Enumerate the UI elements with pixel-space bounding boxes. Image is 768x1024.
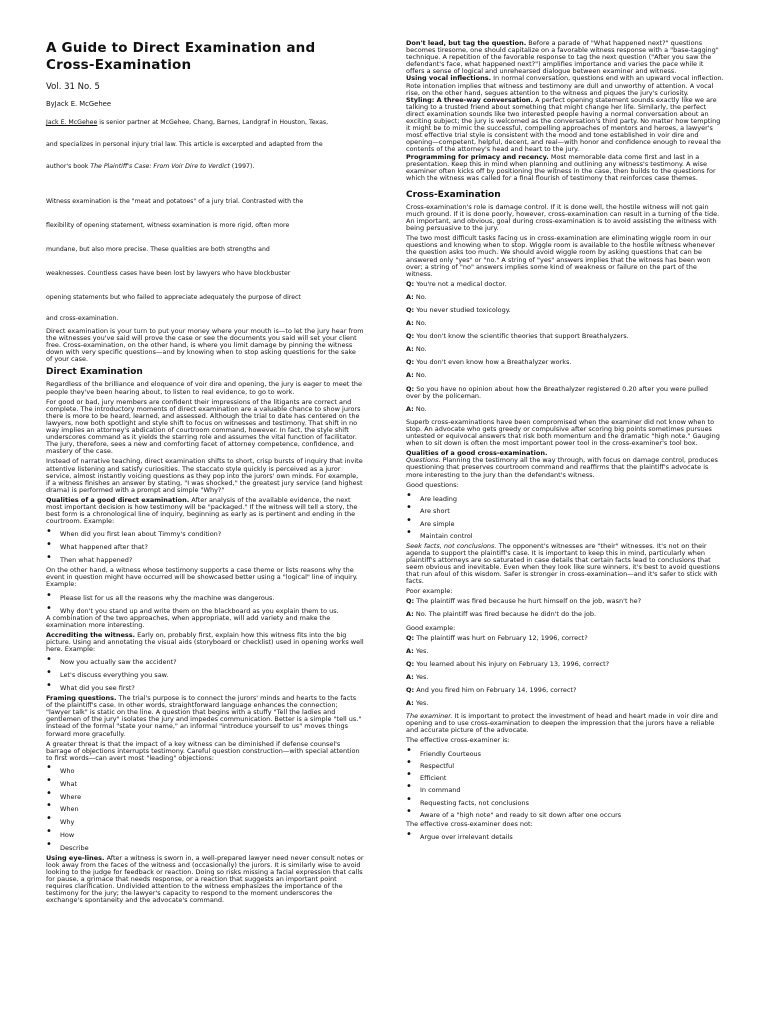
list-item: • Now you actually saw the accident? bbox=[46, 656, 364, 669]
book-title: The Plaintiff's Case: From Voir Dire to Verdict bbox=[90, 163, 230, 170]
label: The effective cross-examiner does not: bbox=[406, 820, 533, 829]
good-example bbox=[406, 635, 724, 708]
list-item: • Efficient bbox=[406, 772, 724, 784]
paragraph: Using vocal inflections. In normal conversation, questions end with an upward vocal inflection. Rote intonation implies that witness and testimony are dull and unworthy of attention. A vocal rise, on the other hand, segues attention to the witness and piques the jury's curiosity. bbox=[406, 74, 724, 97]
paragraph: Instead of narrative teaching, direct examination shifts to short, crisp bursts of inquiry that invite attentive listening and satisfy curiosities. The staccato style quickly is perceived as a juror service, almost instantly voicing questions as they pop into the jurors' own minds. For example, if a witness finishes an answer by stating, "I was shocked," the greatest jury service (and highest drama) is performed with a prompt and simple "Why?" bbox=[46, 457, 363, 494]
list-item: • When bbox=[46, 803, 364, 816]
author-link[interactable]: Jack E. McGehee bbox=[46, 119, 98, 126]
label: Good example: bbox=[406, 623, 456, 632]
left-column bbox=[46, 40, 364, 907]
article-title: A Guide to Direct Examination and Cross-Examination bbox=[46, 40, 316, 73]
qa-line: Q: You're not a medical doctor. bbox=[406, 279, 507, 288]
qa-line: A: No. bbox=[406, 319, 427, 328]
byline: ByJack E. McGehee bbox=[46, 100, 112, 108]
list-item: • Please list for us all the reasons why the machine was dangerous. bbox=[46, 592, 364, 605]
poor-example bbox=[406, 598, 724, 618]
list-item: • Maintain control bbox=[406, 530, 724, 543]
paragraph: On the other hand, a witness whose testimony supports a case theme or lists reasons why the event in question might have occurred will be showcased better using a "logical" line of inquiry. Example: bbox=[46, 566, 358, 589]
example-list bbox=[46, 656, 364, 695]
paragraph: Questions. Planning the testimony all the way through, with focus on damage control, produces questioning that preserves courtroom command and reaffirms that the plaintiff's advocate is more interesting to the jury than the defendant's witness. bbox=[406, 456, 718, 479]
intro-paragraph: Direct examination is your turn to put your money where your mouth is—to let the jury hear from the witnesses you've said will prove the case or see the documents you said will set your client free. Cross-examination, on the other hand, is where you limit damage by pinning the witness down with very specific questions—and by knowing when to stop asking questions for the sake of your case. bbox=[46, 327, 364, 364]
paragraph: A greater threat is that the impact of a key witness can be diminished if defense counsel's barrage of objections interrupts testimony. Careful question construction—with special attention to first words—can avert most "leading" objections: bbox=[46, 739, 360, 762]
example-list bbox=[46, 592, 364, 615]
list-item: • Aware of a "high note" and ready to sit down after one occurs bbox=[406, 809, 724, 821]
paragraph: Superb cross-examinations have been compromised when the examiner did not know when to stop. An advocate who gets greedy or compulsive after scoring big points sometimes pursues untested or equivocal answers that risk both momentum and the dramatic "high note." Gauging when to sit down is often the most important power tool in the cross-examiner's tool box. bbox=[406, 417, 720, 448]
paragraph: The examiner. It is important to protect the investment of head and heart made in voir dire and opening and to use cross-examination to deepen the impression that the jurors have a reliable and accurate picture of the advocate. bbox=[406, 712, 718, 735]
volume-number: Vol. 31 No. 5 bbox=[46, 82, 100, 92]
list-item: • What did you see first? bbox=[46, 682, 364, 695]
paragraph: Programming for primacy and recency. Most memorable data come first and last in a presentation. Keep this in mind when planning and outlining any witness's testimony. A wise examiner often kicks off by positioning the witness in the case, then builds to the questions for which the witness was called for a final flourish of testimony that reinforces case themes. bbox=[406, 152, 716, 182]
paragraph: Cross-examination's role is damage control. If it is done well, the hostile witness will not gain much ground. If it is done poorly, however, cross-examination can result in a turning of the tide. An important, and obvious, goal during cross-examination is to avoid assisting the witness with being persuasive to the jury. bbox=[406, 202, 720, 233]
paragraph: Regardless of the brilliance and eloquence of voir dire and opening, the jury is eager to meet the people they've been hearing about, to listen to real evidence, to go to work. bbox=[46, 380, 363, 396]
list-item: • Where bbox=[46, 791, 364, 804]
intro-line: and cross-examination. bbox=[46, 315, 119, 322]
paragraph: Framing questions. The trial's purpose is to connect the jurors' minds and hearts to the facts of the plaintiff's case. In other words, straightforward language enhances the connection; "lawyer talk" is static on the line. A question that begins with a stuffy "Tell the ladies and gentlemen of the jury" isolates the jury and impedes communication. Better is a simple "tell us." Instead of the formal "state your name," an informal "introduce yourself to us" moves things forward more gracefully. bbox=[46, 694, 362, 738]
qa-line: Q: You don't know the scientific theories that support Breathalyzers. bbox=[406, 332, 629, 341]
paragraph: The two most difficult tasks facing us in cross-examination are eliminating wiggle room in our questions and knowing when to stop. Wiggle room is available to the hostile witness whenever the question asks too much. We should avoid wiggle room by asking questions that can be answered only "yes" or "no." A string of "yes" answers implies that the witness has been won over; a string of "no" answers implies some kind of weakness or failure on the part of the witness. bbox=[406, 234, 715, 278]
qa-line: A: Yes. bbox=[406, 646, 429, 655]
list-item: • Are leading bbox=[406, 493, 724, 506]
list-item: • Who bbox=[46, 765, 364, 778]
qa-exchange bbox=[406, 281, 724, 413]
qa-line: Q: You never studied toxicology. bbox=[406, 306, 511, 314]
example-list bbox=[46, 528, 364, 567]
list-item: • Then what happened? bbox=[46, 554, 364, 567]
qa-line: A: Yes. bbox=[406, 672, 429, 681]
qa-line: A: No. bbox=[406, 345, 427, 354]
qa-line: Q: You don't even know how a Breathalyzer works. bbox=[406, 358, 572, 367]
label: The effective cross-examiner is: bbox=[406, 736, 510, 745]
qa-line: Q: The plaintiff was hurt on February 12, 1996, correct? bbox=[406, 633, 588, 642]
intro-line: Witness examination is the "meat and potatoes" of a jury trial. Contrasted with the bbox=[46, 198, 304, 205]
paragraph: Seek facts, not conclusions. The opponent's witnesses are "their" witnesses. It's not on their agenda to support the plaintiff's case. It is important to keep this in mind, particularly when plaintiff's attorneys are so saturated in case details that certain facts lead to conclusions that seem obvious and inevitable. Even when they look like sure winners, it's best to avoid questions that run afoul of this wisdom. Safer is stronger in cross-examination—and it's safer to stick with facts. bbox=[406, 541, 720, 586]
paragraph: A combination of the two approaches, when appropriate, will add variety and make the examination more interesting. bbox=[46, 613, 331, 629]
list-item: • Respectful bbox=[406, 760, 724, 772]
paragraph: Qualities of a good direct examination. After analysis of the available evidence, the next most important decision is how testimony will be "packaged." If the witness will tell a story, the best form is a chronological line of inquiry, beginning as early as is pertinent and ending in the courtroom. Example: bbox=[46, 495, 358, 526]
list-item: • Requesting facts, not conclusions bbox=[406, 797, 724, 809]
author-note: Jack E. McGehee is senior partner at McGehee, Chang, Barnes, Landgraf in Houston, Texas, bbox=[46, 119, 329, 126]
qa-line: Q: You learned about his injury on February 13, 1996, correct? bbox=[406, 659, 610, 668]
label: Poor example: bbox=[406, 587, 453, 596]
subheading: Qualities of a good cross-examination. bbox=[406, 449, 548, 458]
intro-line: weaknesses. Countless cases have been lost by lawyers who have blockbuster bbox=[46, 270, 291, 277]
author-note-line2: and specializes in personal injury trial law. This article is excerpted and adapted from the bbox=[46, 141, 323, 148]
list-item: • Are simple bbox=[406, 518, 724, 531]
list-item: • Argue over irrelevant details bbox=[406, 831, 724, 844]
qa-line: A: No. bbox=[406, 404, 427, 413]
list-item: • Why don't you stand up and write them on the blackboard as you explain them to us. bbox=[46, 608, 364, 615]
cross-heading: Cross-Examination bbox=[406, 189, 501, 200]
list-item: • How bbox=[46, 829, 364, 842]
qa-line: A: No. bbox=[406, 371, 427, 380]
direct-heading: Direct Examination bbox=[46, 367, 143, 378]
paragraph: For good or bad, jury members are confident their impressions of the litigants are correct and complete. The introductory moments of direct examination are a valuable chance to show jurors there is more to be heard, learned, and assessed. Although the trial to date has centered on the lawyers, now both spotlight and style shift to focus on witnesses and testimony. That shift in no way implies an attorney's abdication of courtroom command, however. In fact, the style shift underscores command as it yields the starring role and assumes the vital function of facilitator. The jury, therefore, sees a new and comforting facet of attorney competence, confidence, and mastery of the case. bbox=[46, 397, 361, 456]
author-note-line3: author's book The Plaintiff's Case: From Voir Dire to Verdict (1997). bbox=[46, 163, 255, 170]
label: Good questions: bbox=[406, 480, 459, 489]
list-item: • Let's discuss everything you saw. bbox=[46, 669, 364, 682]
qa-line: Q: So you have no opinion about how the Breathalyzer registered 0.20 after you were pulled over by the policeman. bbox=[406, 384, 708, 400]
intro-line: mundane, but also more precise. These qualities are both strengths and bbox=[46, 246, 270, 253]
list-item: • When did you first lean about Timmy's condition? bbox=[46, 528, 364, 541]
paragraph: Don't lead, but tag the question. Before a parade of "What happened next?" questions becomes tiresome, one should capitalize on a favorable witness response with a "base-tagging" technique. A repetition of the favorable response to tag the next question ("After you saw the defendant's face, what happened next?") amplifies importance and varies the pace while it offers a sense of logical and unrehearsed dialogue between examiner and witness. bbox=[406, 39, 719, 76]
qa-line: Q: The plaintiff was fired because he hurt himself on the job, wasn't he? bbox=[406, 597, 642, 606]
qa-line: A: No. The plaintiff was fired because he didn't do the job. bbox=[406, 610, 597, 619]
intro-line: opening statements but who failed to appreciate adequately the purpose of direct bbox=[46, 294, 301, 301]
list-item: • What bbox=[46, 778, 364, 791]
list-item: • Are short bbox=[406, 505, 724, 518]
qa-line: Q: And you fired him on February 14, 1996, correct? bbox=[406, 686, 577, 694]
list-item: • What happened after that? bbox=[46, 541, 364, 554]
paragraph: Accrediting the witness. Early on, probably first, explain how this witness fits into the big picture. Using and annotating the visual aids (storyboard or checklist) used in opening works well here. Example: bbox=[46, 630, 364, 653]
intro-line: flexibility of opening statement, witness examination is more rigid, often more bbox=[46, 222, 290, 229]
not-effective-list bbox=[406, 831, 724, 844]
list-item: • Describe bbox=[46, 842, 364, 855]
list-item: • Why bbox=[46, 816, 364, 829]
qa-line: A: Yes. bbox=[406, 699, 429, 708]
paragraph: Styling: A three-way conversation. A perfect opening statement sounds exactly like we are talking to a trusted friend about something that might change her life. Similarly, the perfect direct examination sounds like two interested people having a normal conversation about an exciting subject; the jury is welcomed as the conversation's third party. No matter how tempting it might be to mimic the successful, compelling approaches of mentors and heroes, a lawyer's most effective trial style is consistent with the mood and tone established in voir dire and opening—competent, helpful, decent, and real—with honor and confidence enough to reveal the contents of the attorney's head and heart to the jury. bbox=[406, 95, 721, 154]
qa-line: A: No. bbox=[406, 292, 427, 301]
list-item: • In command bbox=[406, 784, 724, 796]
list-item: • Friendly Courteous bbox=[406, 748, 724, 760]
right-column bbox=[406, 40, 724, 844]
effective-list bbox=[406, 748, 724, 822]
paragraph: Using eye-lines. After a witness is sworn in, a well-prepared lawyer need never consult notes or look away from the faces of the witness and (occasionally) the jurors. It is similarly wise to avoid looking to the judge for feedback or reaction. Doing so risks missing a facial expression that calls for pause, a grimace that needs response, or a reaction that suggests an important point requires clarification. Undivided attention to the witness emphasizes the importance of the testimony for the jury; the lawyer's capacity to respond to the moment underscores the exchange's spontaneity and the advocate's command. bbox=[46, 853, 364, 905]
question-words-list bbox=[46, 765, 364, 855]
good-questions-list bbox=[406, 493, 724, 543]
